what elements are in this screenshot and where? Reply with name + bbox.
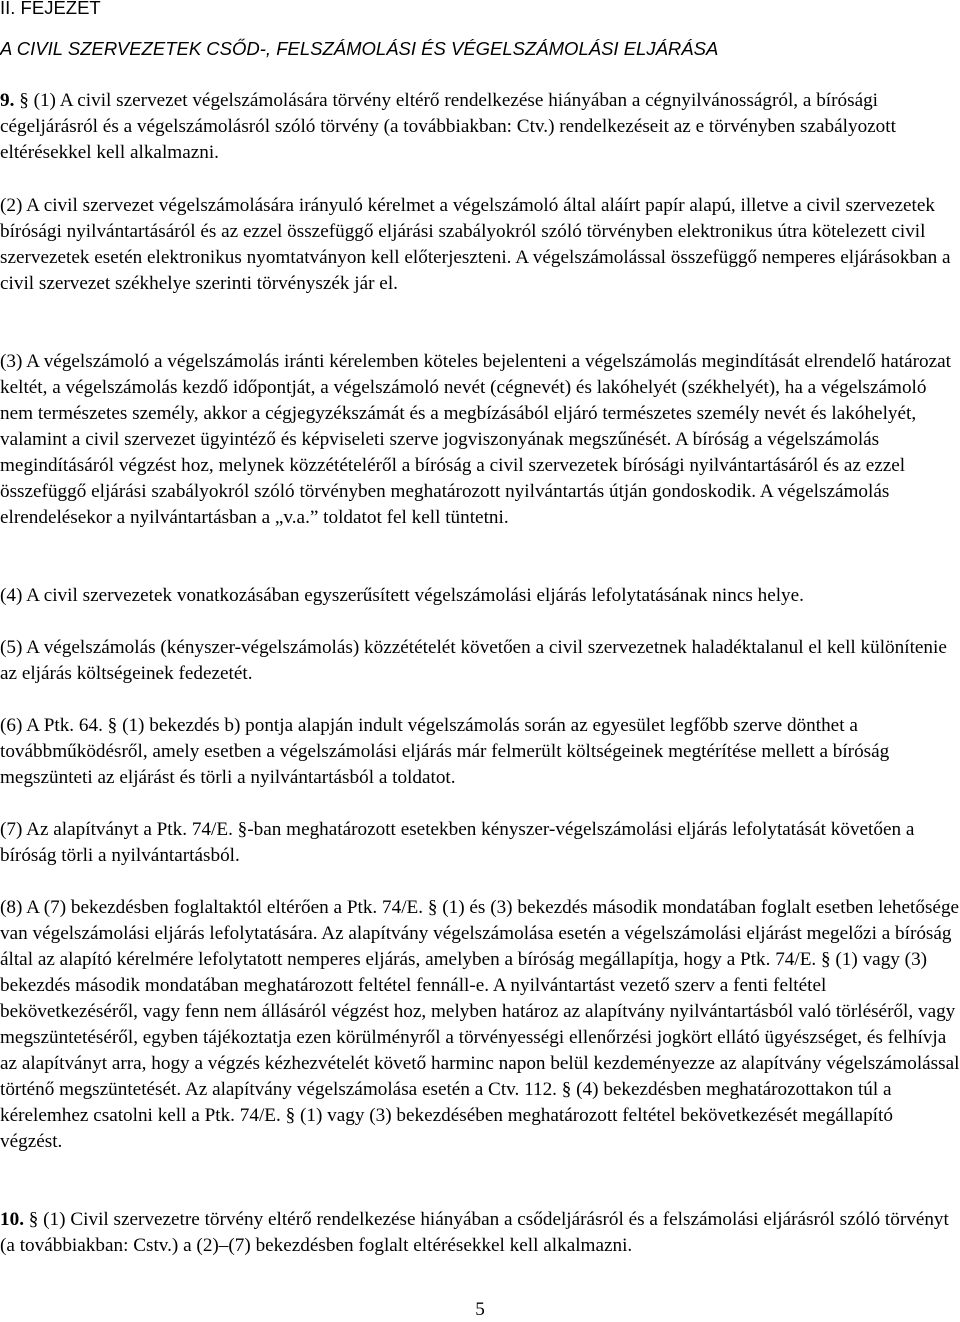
section-9-paragraph-6: (6) A Ptk. 64. § (1) bekezdés b) pontja alapján indult végelszámolás során az egyesület legfőbb szerve dönthet a továbbműködésről, amely esetben a végelszámolási eljárás már felmerült költségeinek megtérítése mellett a bíróság megszünteti az eljárást és törli a nyilvántartásból a toldatot. <box>0 715 890 788</box>
section-9-text: § (1) A civil szervezet végelszámolására törvény eltérő rendelkezése hiányában a cégnyilvánosságról, a bírósági cégeljárásról és a végelszámolásról szóló törvény (a továbbiakban: Ctv.) rendelkezéseit az e törvényben szabályozott eltérésekkel kell alkalmazni. <box>0 90 896 163</box>
page-number: 5 <box>475 1299 485 1320</box>
section-9-paragraph-8: (8) A (7) bekezdésben foglaltaktól eltérően a Ptk. 74/E. § (1) és (3) bekezdés második mondatában foglalt esetben lehetősége van végelszámolási eljárás lefolytatására. Az alapítvány végelszámolása esetén a végelszámolási eljárást megelőzi a bíróság által az alapító kérelmére lefolytatott nemperes eljárás, amelyben a bíróság megállapítja, hogy a Ptk. 74/E. § (1) vagy (3) bekezdés második mondatában meghatározott feltétel fennáll-e. A nyilvántartást vezető szerv a fenti feltétel bekövetkezéséről, vagy fenn nem állásáról végzést hoz, melyben határoz az alapítvány nyilvántartásból való törléséről, vagy megszüntetéséről, egyben tájékoztatja ezen körülményről a törvényességi ellenőrzési jogkört ellátó ügyészséget, és felhívja az alapítványt arra, hogy a végzés kézhezvételét követő harminc napon belül kezdeményezze az alapítvány végelszámolással történő megszüntetését. Az alapítvány végelszámolása esetén a Ctv. 112. § (4) bekezdésben meghatározottakon túl a kérelemhez csatolni kell a Ptk. 74/E. § (1) vagy (3) bekezdésében meghatározott feltétel bekövetkezését megállapító végzést. <box>0 897 960 1152</box>
section-10-text: § (1) Civil szervezetre törvény eltérő rendelkezése hiányában a csődeljárásról és a felszámolási eljárásról szóló törvényt (a továbbiakban: Cstv.) a (2)–(7) bekezdésben foglalt eltérésekkel kell alkalmazni. <box>0 1209 949 1256</box>
section-9-label: 9. <box>0 90 15 111</box>
section-9-paragraph-5: (5) A végelszámolás (kényszer-végelszámolás) közzétételét követően a civil szervezetnek haladéktalanul el kell különítenie az eljárás költségeinek fedezetét. <box>0 637 947 684</box>
chapter-number: II. FEJEZET <box>0 0 101 18</box>
section-10-paragraph-1 <box>0 1207 960 1259</box>
section-9-paragraph-1 <box>0 88 960 166</box>
section-9-paragraph-7: (7) Az alapítványt a Ptk. 74/E. §-ban meghatározott esetekben kényszer-végelszámolási eljárás lefolytatását követően a bíróság törli a nyilvántartásból. <box>0 819 915 866</box>
chapter-title: A CIVIL SZERVEZETEK CSŐD-, FELSZÁMOLÁSI ÉS VÉGELSZÁMOLÁSI ELJÁRÁSA <box>0 38 719 59</box>
section-9-paragraph-2: (2) A civil szervezet végelszámolására irányuló kérelmet a végelszámoló által aláírt papír alapú, illetve a civil szervezetek bírósági nyilvántartásáról és az ezzel összefüggő eljárási szabályokról szóló törvényben elektronikus útra kötelezett civil szervezetek esetén elektronikus nyomtatványon kell előterjeszteni. A végelszámolással összefüggő nemperes eljárásokban a civil szervezet székhelye szerinti törvényszék jár el. <box>0 195 951 294</box>
section-9-paragraph-4: (4) A civil szervezetek vonatkozásában egyszerűsített végelszámolási eljárás lefolytatásának nincs helye. <box>0 585 804 606</box>
section-10-label: 10. <box>0 1209 24 1230</box>
section-9-paragraph-3: (3) A végelszámoló a végelszámolás iránti kérelemben köteles bejelenteni a végelszámolás megindítását elrendelő határozat keltét, a végelszámolás kezdő időpontját, a végelszámoló nevét (cégnevét) és lakóhelyét (székhelyét), ha a végelszámoló nem természetes személy, akkor a cégjegyzékszámát és a megbízásából eljáró természetes személy nevét és lakóhelyét, valamint a civil szervezet ügyintéző és képviseleti szerve jogviszonyának megszűnését. A bíróság a végelszámolás megindításáról végzést hoz, melynek közzétételéről a bíróság a civil szervezetek bírósági nyilvántartásáról és az ezzel összefüggő eljárási szabályokról szóló törvényben meghatározott nyilvántartás útján gondoskodik. A végelszámolás elrendelésekor a nyilvántartásban a „v.a.” toldatot fel kell tüntetni. <box>0 351 951 528</box>
